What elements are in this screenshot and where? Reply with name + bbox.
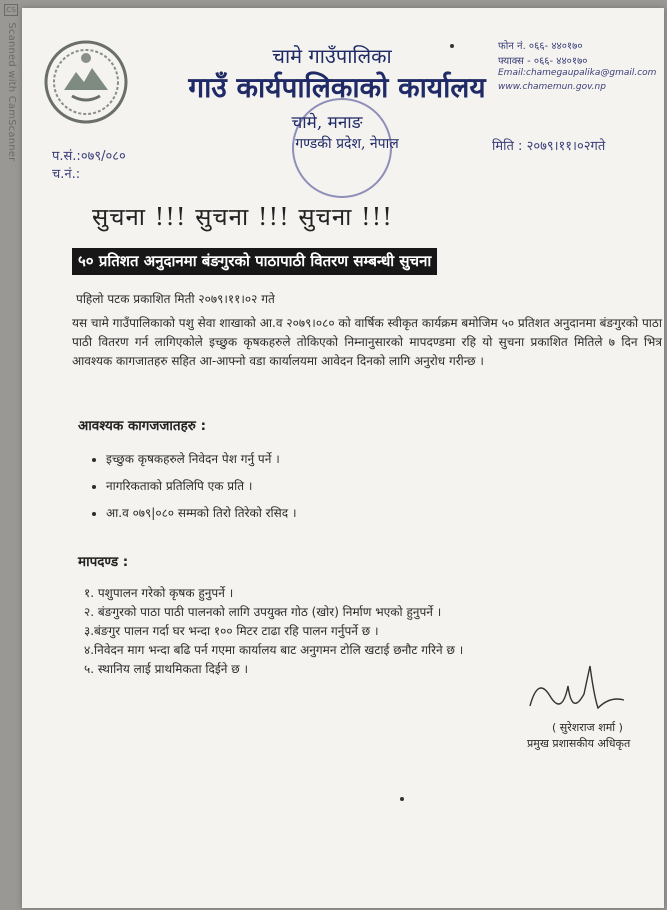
first-published-line: पहिलो पटक प्रकाशित मिती २०७९।११।०२ गते [76,292,275,306]
handwritten-signature [520,656,630,726]
nepal-emblem-icon [42,38,130,126]
notice-subject: ५० प्रतिशत अनुदानमा बंङगुरको पाठापाठी वितरण सम्बन्धी सुचना [72,248,437,275]
phone-number: फोन नं. ०६६- ४४०१७० [498,41,583,52]
org-location: चामे, मनाङ [291,113,363,133]
notice-document [22,8,664,908]
ink-dot [400,797,404,801]
criteria-heading: मापदण्ड : [78,554,129,570]
scanner-badge: CS [6,6,16,14]
notice-banner: सुचना !!! सुचना !!! सुचना !!! [92,203,393,231]
list-item: ५. स्थानिय लाई प्राथमिकता दिईने छ । [84,662,249,676]
signatory-post: प्रमुख प्रशासकीय अधिकृत [527,737,631,750]
fax-number: फ्याक्स - ०६६- ४४०१७० [498,56,588,67]
website: www.chamemun.gov.np [498,82,606,92]
scanner-watermark [2,4,18,204]
email-address: Email:chamegaupalika@gmail.com [498,68,657,78]
office-name: गाउँ कार्यपालिकाको कार्यालय [188,71,486,104]
scanner-text: Scanned with CamScanner [6,22,18,162]
documents-heading: आवश्यक कागजजातहरु : [78,418,206,434]
notice-body: यस चामे गाउँपालिकाको पशु सेवा शाखाको आ.व २०७९।०८० को वार्षिक स्वीकृत कार्यक्रम बमोजिम ५० प्रतिशत अनुदानमा बंङगुरको पाठा पाठी वितरण गर्न लागिएकोले इच्छुक कृषकहरुले तोकिएको निम्नानुसारको मापदण्डमा रहि यो सुचना प्रकाशित मितिले ७ दिन भित्र आवश्यक कागजातहरु सहित आ-आफ्नो वडा कार्यालयमा आवेदन दिनको लागि अनुरोध गरीन्छ । [72,316,662,368]
org-name: चामे गाउँपालिका [272,44,392,68]
list-item: • आ.व ०७९|०८० सम्मको तिरो तिरेको रसिद । [106,504,297,521]
org-province: गण्डकी प्रदेश, नेपाल [295,136,399,152]
list-item: ३.बंङगुर पालन गर्दा घर भन्दा १०० मिटर टाढा रहि पालन गर्नुपर्ने छ । [84,624,379,638]
list-item: २. बंङगुरको पाठा पाठी पालनको लागि उपयुक्त गोठ (खोर) निर्माण भएको हुनुपर्ने । [84,605,442,619]
reference-number: प.सं.:०७९/०८० [52,149,126,164]
issue-date: मिति : २०७९।११।०२गते [492,139,606,154]
office-stamp [292,98,392,198]
criteria-list [84,584,463,679]
signatory-name: ( सुरेशराज शर्मा ) [552,721,623,734]
ink-dot [450,44,454,48]
list-item: • इच्छुक कृषकहरुले निवेदन पेश गर्नु पर्ने । [106,450,297,467]
documents-list [82,450,297,531]
list-item: ४.निवेदन माग भन्दा बढि पर्न गएमा कार्यालय बाट अनुगमन टोलि खटाई छनौट गरिने छ । [84,643,464,657]
list-item: १. पशुपालन गरेको कृषक हुनुपर्ने । [84,586,234,600]
dispatch-number: च.नं.: [52,167,81,182]
list-item: • नागरिकताको प्रतिलिपि एक प्रति । [106,477,297,494]
